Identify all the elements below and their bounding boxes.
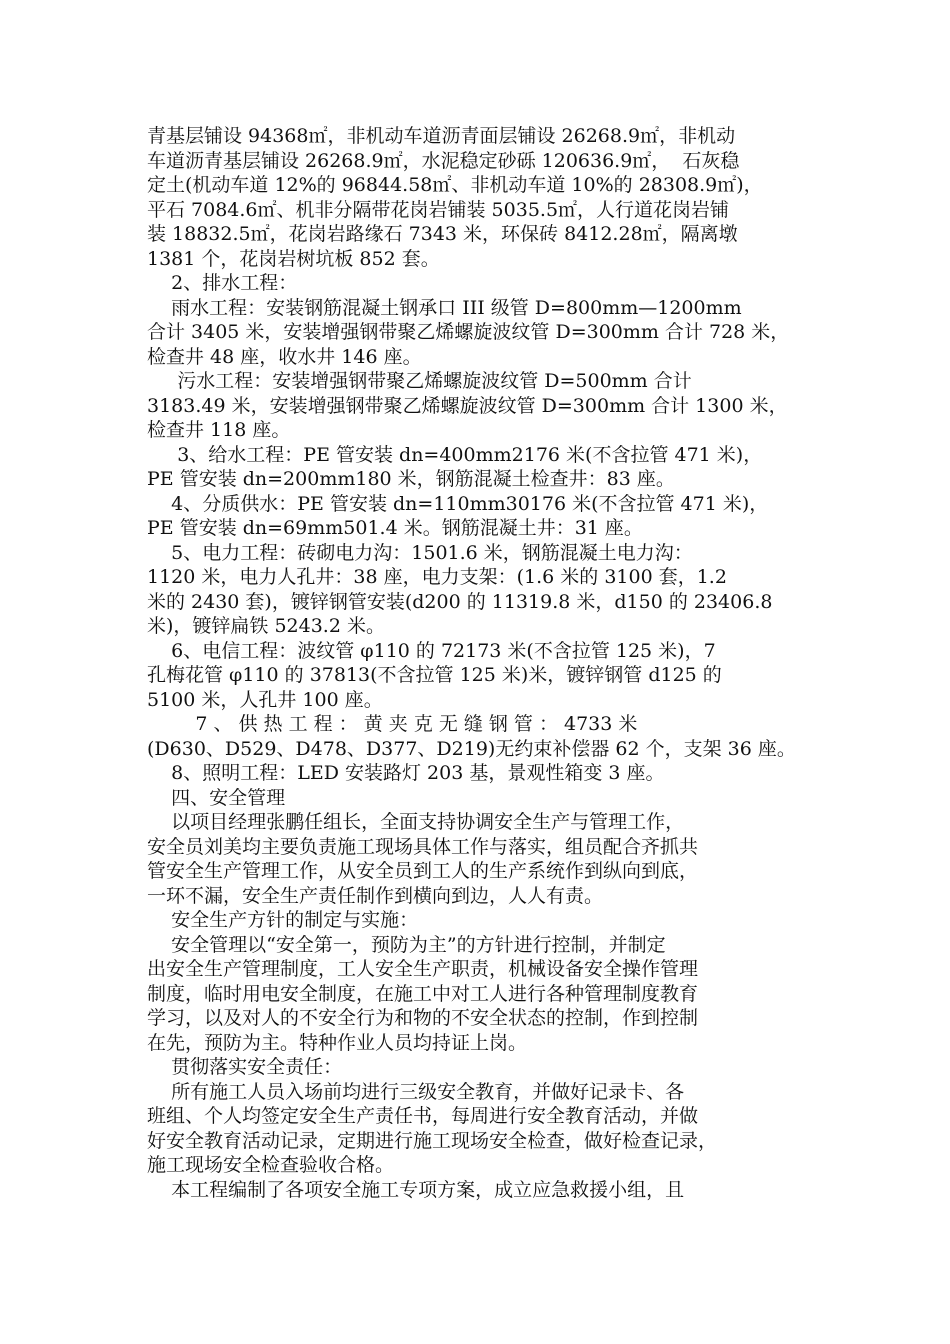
document-body bbox=[147, 124, 807, 1202]
text-line: 检查井 118 座。 bbox=[147, 419, 291, 441]
text-line: 3、给水工程：PE 管安装 dn=400mm2176 米(不含拉管 471 米)， bbox=[147, 443, 763, 466]
text-line: 安全管理以“安全第一，预防为主”的方针进行控制，并制定 bbox=[147, 933, 666, 956]
text-line: 车道沥青基层铺设 26268.9㎡，水泥稳定砂砾 120636.9㎡， 石灰稳 bbox=[147, 149, 740, 172]
text-line: 4、分质供水：PE 管安装 dn=110mm30176 米(不含拉管 471 米)， bbox=[147, 492, 769, 515]
text-line: 定土(机动车道 12%的 96844.58㎡、非机动车道 10%的 28308.9㎡)， bbox=[147, 174, 763, 196]
text-line: PE 管安装 dn=200mm180 米，钢筋混凝土检查井：83 座。 bbox=[147, 468, 675, 490]
text-line: 孔梅花管 φ110 的 37813(不含拉管 125 米)米，镀锌钢管 d125 的 bbox=[147, 664, 722, 686]
text-line: 所有施工人员入场前均进行三级安全教育，并做好记录卡、各 bbox=[147, 1080, 685, 1103]
text-line: 米)，镀锌扁铁 5243.2 米。 bbox=[147, 615, 385, 637]
text-line: 装 18832.5㎡，花岗岩路缘石 7343 米，环保砖 8412.28㎡，隔离墩 bbox=[147, 223, 738, 245]
text-line: 出安全生产管理制度，工人安全生产职责，机械设备安全操作管理 bbox=[147, 958, 699, 980]
text-line: PE 管安装 dn=69mm501.4 米。钢筋混凝土井：31 座。 bbox=[147, 517, 643, 539]
text-line: 1120 米，电力人孔井：38 座，电力支架：(1.6 米的 3100 套，1.2 bbox=[147, 566, 727, 588]
text-line: 米的 2430 套)，镀锌钢管安装(d200 的 11319.8 米，d150 的 23406.8 bbox=[147, 590, 773, 613]
text-line: 四、安全管理 bbox=[147, 786, 286, 809]
text-line: 制度，临时用电安全制度，在施工中对工人进行各种管理制度教育 bbox=[147, 982, 699, 1005]
text-line: 2、排水工程： bbox=[147, 272, 298, 294]
text-line: (D630、D529、D478、D377、D219)无约束补偿器 62 个，支架 36 座。 bbox=[147, 737, 796, 760]
text-line: 学习，以及对人的不安全行为和物的不安全状态的控制，作到控制 bbox=[147, 1007, 699, 1029]
text-line: 安全员刘美均主要负责施工现场具体工作与落实，组员配合齐抓共 bbox=[147, 835, 699, 858]
text-line: 本工程编制了各项安全施工专项方案，成立应急救援小组，且 bbox=[147, 1178, 685, 1201]
text-line: 安全生产方针的制定与实施： bbox=[147, 909, 419, 931]
text-line: 检查井 48 座，收水井 146 座。 bbox=[147, 345, 422, 368]
text-line: 合计 3405 米，安装增强钢带聚乙烯螺旋波纹管 D=300mm 合计 728 米， bbox=[147, 321, 790, 343]
text-line: 1381 个，花岗岩树坑板 852 套。 bbox=[147, 247, 440, 270]
text-line: 3183.49 米，安装增强钢带聚乙烯螺旋波纹管 D=300mm 合计 1300 米， bbox=[147, 394, 788, 417]
text-line: 管安全生产管理工作，从安全员到工人的生产系统作到纵向到底， bbox=[147, 860, 699, 882]
text-line: 7 、 供 热 工 程 ： 黄 夹 克 无 缝 钢 管 ： 4733 米 bbox=[147, 713, 638, 735]
text-line: 6、电信工程：波纹管 φ110 的 72173 米(不含拉管 125 米)，7 bbox=[147, 639, 716, 662]
text-line: 污水工程：安装增强钢带聚乙烯螺旋波纹管 D=500mm 合计 bbox=[147, 370, 692, 392]
text-line: 雨水工程：安装钢筋混凝土钢承口 III 级管 D=800mm—1200mm bbox=[147, 296, 742, 319]
text-line: 5100 米，人孔井 100 座。 bbox=[147, 688, 383, 711]
text-line: 青基层铺设 94368㎡，非机动车道沥青面层铺设 26268.9㎡，非机动 bbox=[147, 125, 736, 147]
text-line: 班组、个人均签定安全生产责任书，每周进行安全教育活动，并做 bbox=[147, 1105, 699, 1127]
text-line: 贯彻落实安全责任： bbox=[147, 1056, 343, 1078]
text-line: 以项目经理张鹏任组长，全面支持协调安全生产与管理工作， bbox=[147, 811, 685, 833]
text-line: 好安全教育活动记录，定期进行施工现场安全检查，做好检查记录， bbox=[147, 1129, 718, 1152]
text-line: 5、电力工程：砖砌电力沟：1501.6 米，钢筋混凝土电力沟： bbox=[147, 541, 693, 564]
text-line: 8、照明工程：LED 安装路灯 203 基，景观性箱变 3 座。 bbox=[147, 762, 665, 784]
text-line: 施工现场安全检查验收合格。 bbox=[147, 1154, 395, 1176]
text-line: 一环不漏，安全生产责任制作到横向到边，人人有责。 bbox=[147, 884, 604, 907]
text-line: 平石 7084.6㎡、机非分隔带花岗岩铺装 5035.5㎡，人行道花岗岩铺 bbox=[147, 198, 730, 221]
text-line: 在先，预防为主。特种作业人员均持证上岗。 bbox=[147, 1031, 528, 1054]
